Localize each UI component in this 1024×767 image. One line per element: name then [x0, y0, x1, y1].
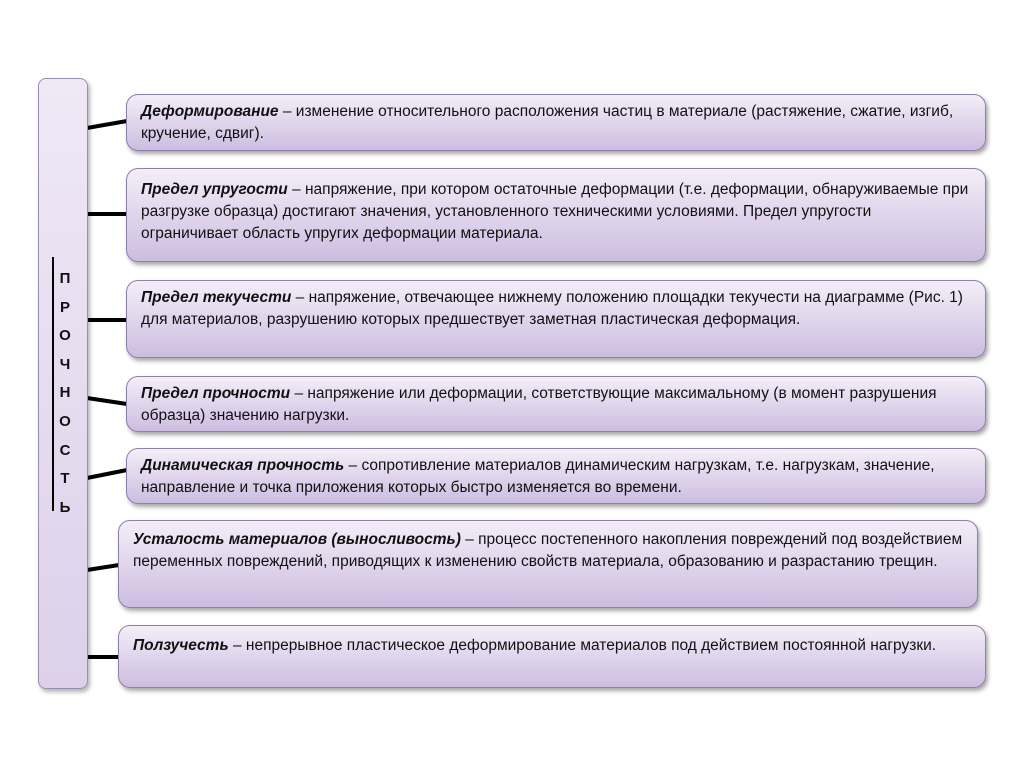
title-letter: О	[59, 412, 71, 430]
term: Деформирование	[141, 103, 279, 120]
definition-fatigue	[118, 520, 978, 608]
title-bar	[52, 257, 54, 511]
definition-text: – напряжение, отвечающее нижнему положению площадки текучести на диаграмме (Рис. 1) для материалов, разрушению которых предшествует заметная пластическая деформация.	[141, 289, 963, 328]
term: Предел упругости	[141, 181, 288, 198]
title-letter: Ч	[59, 355, 71, 373]
term: Ползучесть	[133, 637, 229, 654]
title-letter: Ь	[59, 498, 71, 516]
title-letter: Т	[60, 470, 70, 488]
connector-4	[87, 398, 127, 404]
connector-6	[87, 565, 119, 570]
definition-ultimate-strength	[126, 376, 986, 432]
strength-title	[55, 265, 75, 522]
definition-text: – сопротивление материалов динамическим нагрузкам, т.е. нагрузкам, значение, направление и точка приложения которых быстро изменяется во времени.	[141, 457, 935, 496]
term: Предел текучести	[141, 289, 292, 306]
definition-elastic-limit	[126, 168, 986, 262]
definition-text: – напряжение или деформации, сответствующие максимальному (в момент разрушения образца) значению нагрузки.	[141, 385, 937, 424]
title-letter: П	[59, 270, 71, 287]
definition-text: – изменение относительного расположения частиц в материале (растяжение, сжатие, изгиб, кручение, сдвиг).	[141, 103, 954, 142]
definition-text: – напряжение, при котором остаточные деформации (т.е. деформации, обнаруживаемые при разгрузке образца) достигают значения, установленного техническими условиями. Предел упругости ограничивает область упругих деформации материала.	[141, 181, 969, 242]
definition-text: – непрерывное пластическое деформирование материалов под действием постоянной нагрузки.	[228, 637, 937, 654]
definition-deformation	[126, 94, 986, 151]
definition-text: – процесс постепенного накопления повреждений под воздействием переменных повреждений, приводящих к изменению свойств материала, образованию и разрастанию трещин.	[133, 531, 963, 570]
definition-yield-strength	[126, 280, 986, 358]
term: Предел прочности	[141, 385, 291, 402]
term: Динамическая прочность	[141, 457, 345, 474]
connector-1	[87, 121, 127, 128]
definition-creep	[118, 625, 986, 688]
connector-5	[87, 470, 127, 478]
title-letter: Н	[59, 384, 71, 402]
strength-title-box	[38, 78, 88, 689]
title-letter: С	[59, 441, 71, 459]
title-letter: О	[59, 327, 71, 345]
definition-dynamic-strength	[126, 448, 986, 504]
title-letter: Р	[59, 298, 70, 316]
term: Усталость материалов (выносливость)	[133, 531, 461, 548]
